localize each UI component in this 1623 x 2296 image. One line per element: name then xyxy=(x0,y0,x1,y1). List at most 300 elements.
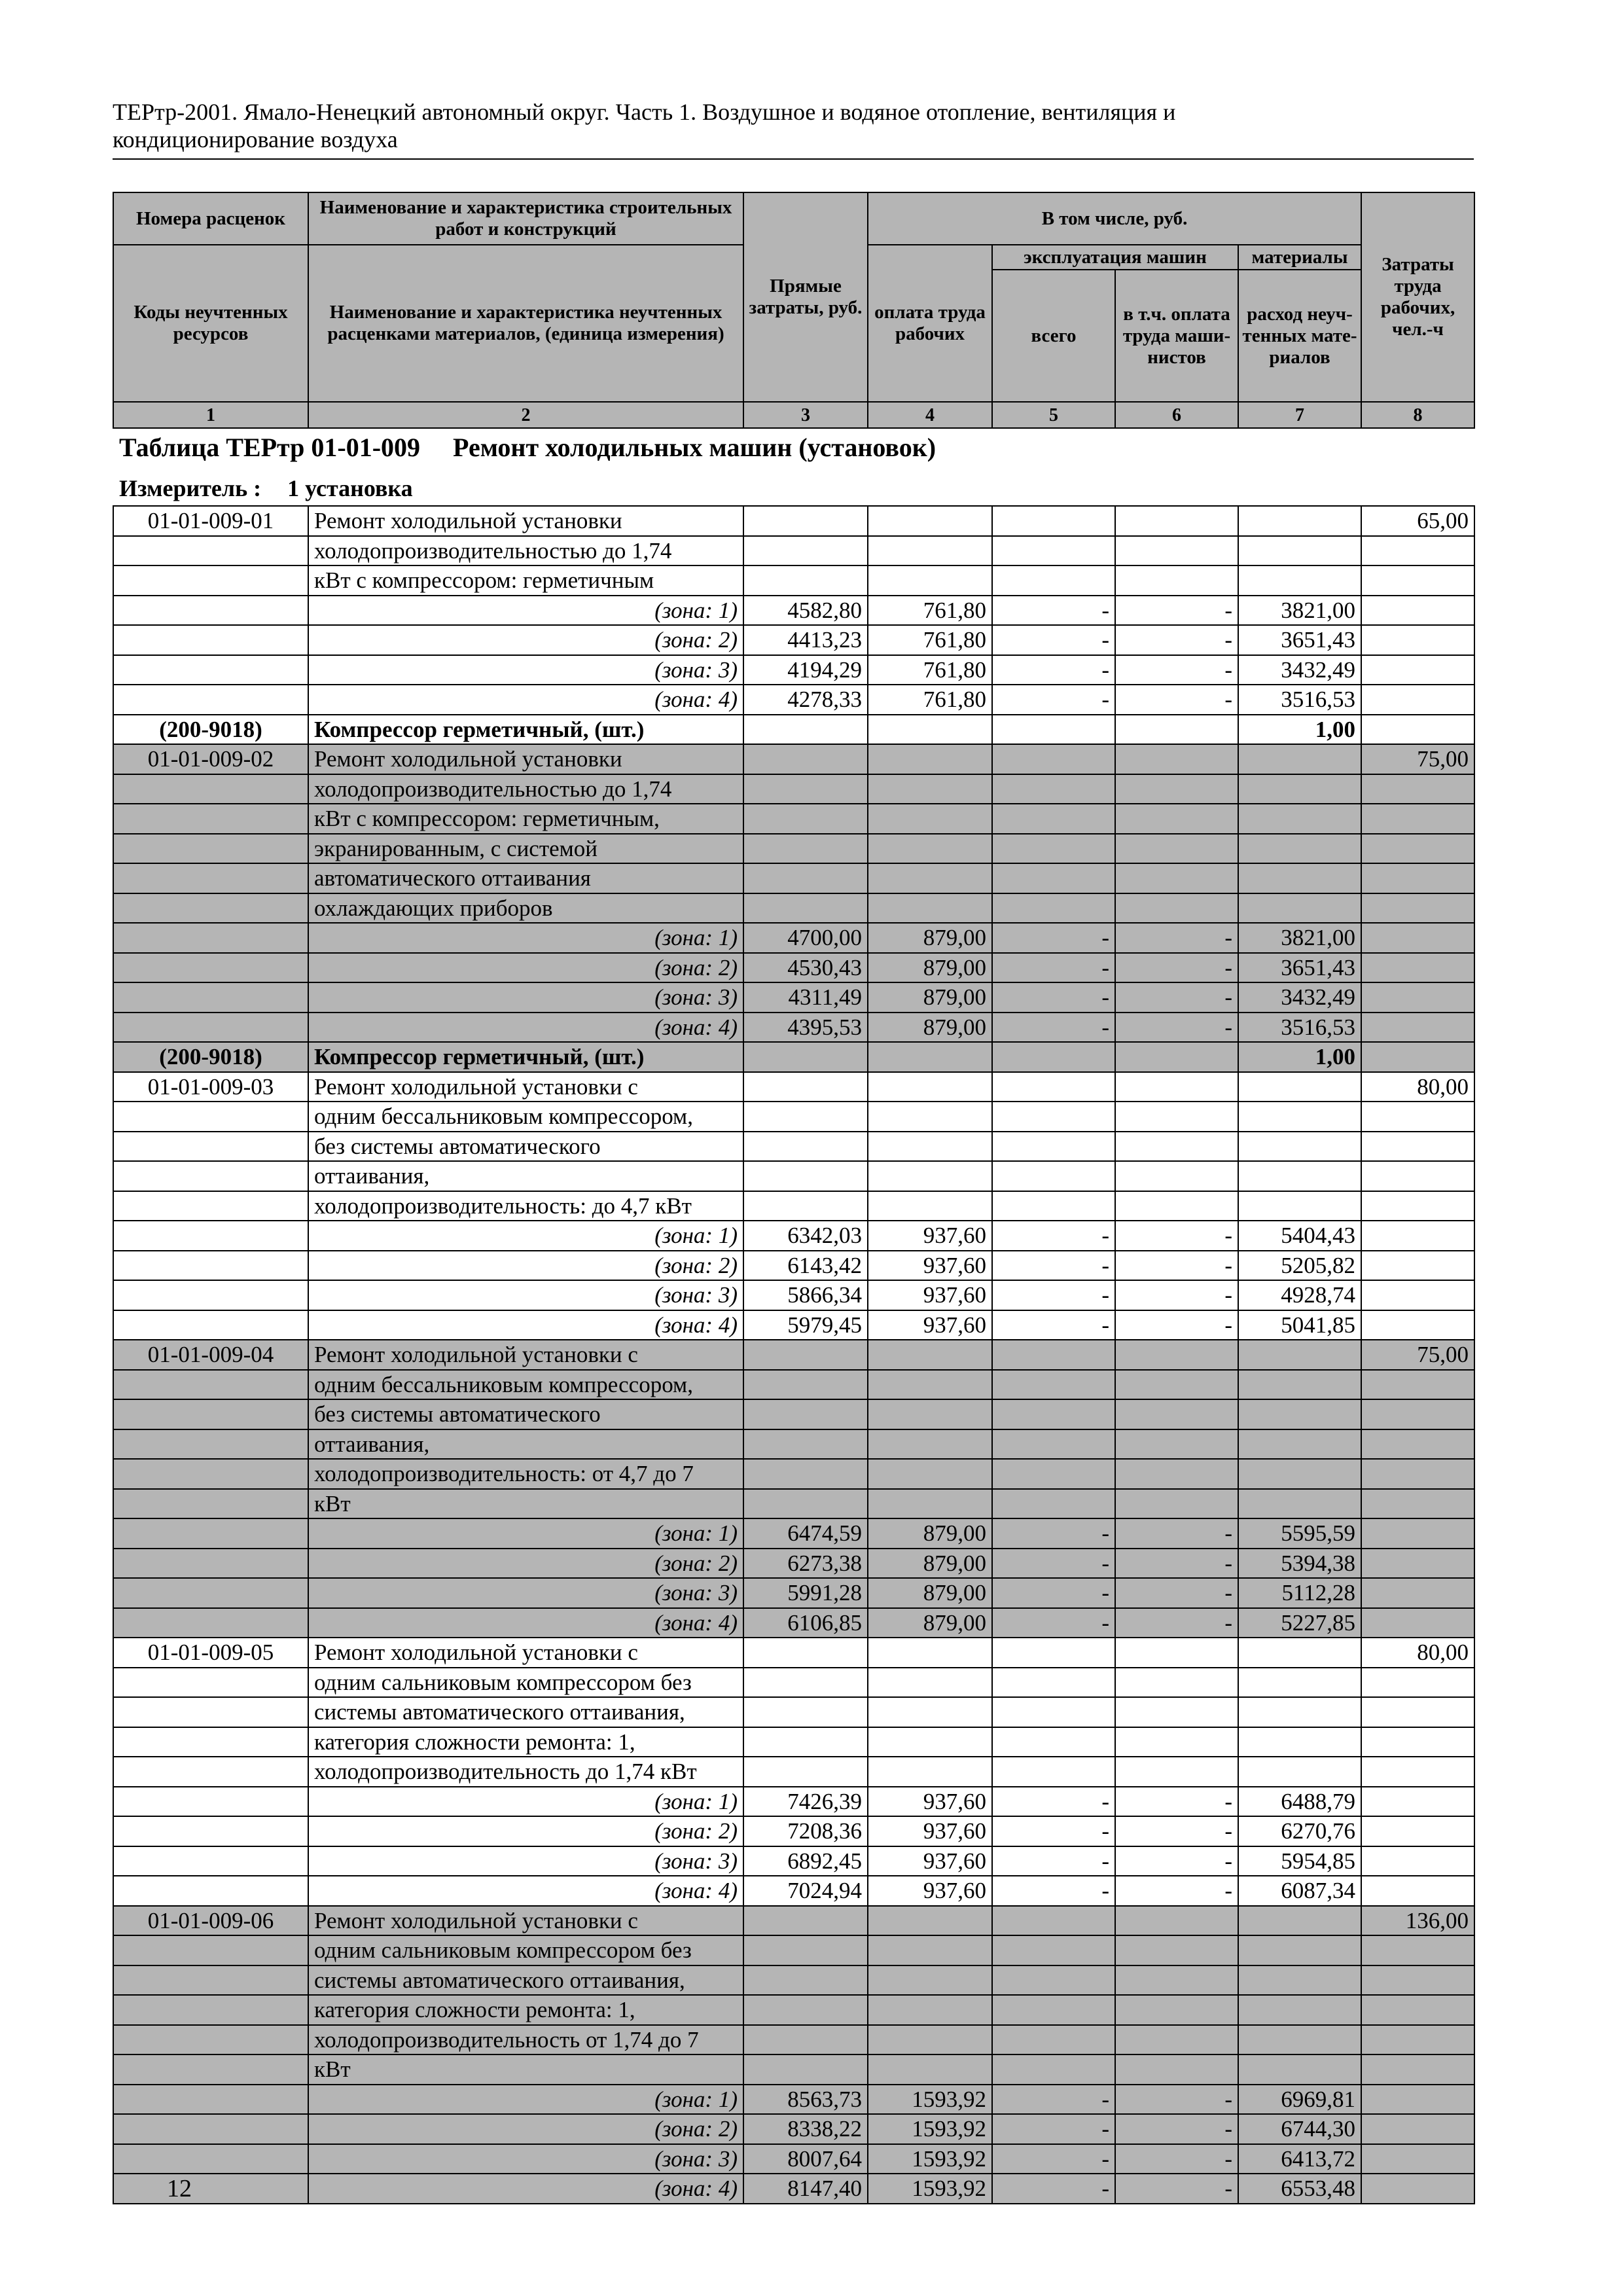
rate-description-line: кВт xyxy=(308,1489,743,1519)
empty-cell xyxy=(1238,893,1361,924)
rate-description-line: кВт с компрессором: герметичным, xyxy=(308,804,743,834)
empty-cell xyxy=(868,1757,992,1787)
empty-cell xyxy=(1115,1727,1238,1757)
zone-row xyxy=(113,1013,1474,1043)
empty-cell xyxy=(1361,685,1474,715)
resource-code: (200-9018) xyxy=(113,715,308,745)
empty-cell xyxy=(1361,1102,1474,1132)
empty-cell xyxy=(868,863,992,893)
empty-cell xyxy=(868,1399,992,1429)
zone-row xyxy=(113,1578,1474,1608)
empty-cell xyxy=(113,1697,308,1727)
labor-cost: 80,00 xyxy=(1361,1638,1474,1668)
direct-cost: 8563,73 xyxy=(743,2085,868,2115)
empty-cell xyxy=(868,1668,992,1698)
empty-cell xyxy=(1238,506,1361,536)
machinist-wages: - xyxy=(1115,1578,1238,1608)
zone-label: (зона: 3) xyxy=(308,2144,743,2174)
zone-row xyxy=(113,1280,1474,1310)
materials-cost: 3516,53 xyxy=(1238,685,1361,715)
empty-cell xyxy=(1361,625,1474,655)
materials-cost: 5205,82 xyxy=(1238,1251,1361,1281)
resource-code: (200-9018) xyxy=(113,1042,308,1072)
empty-cell xyxy=(1238,863,1361,893)
zone-label: (зона: 2) xyxy=(308,1549,743,1579)
empty-cell xyxy=(113,1161,308,1191)
rate-description-row xyxy=(113,1489,1474,1519)
empty-cell xyxy=(113,565,308,596)
machinist-wages: - xyxy=(1115,1310,1238,1340)
header-work-name: Наименование и характеристика строительных работ и конструкций xyxy=(308,192,743,245)
direct-cost: 4413,23 xyxy=(743,625,868,655)
rate-code: 01-01-009-04 xyxy=(113,1340,308,1370)
empty-cell xyxy=(1361,1191,1474,1221)
empty-cell xyxy=(743,1132,868,1162)
empty-cell xyxy=(113,536,308,566)
header-machine-operation: эксплуатация машин xyxy=(992,245,1238,270)
empty-cell xyxy=(1361,1787,1474,1817)
rate-description-row xyxy=(113,1072,1474,1102)
rate-description-line: системы автоматического оттаивания, xyxy=(308,1697,743,1727)
zone-row xyxy=(113,923,1474,953)
labor-cost: 80,00 xyxy=(1361,1072,1474,1102)
empty-cell xyxy=(868,1340,992,1370)
rate-description-line: холодопроизводительность: от 4,7 до 7 xyxy=(308,1459,743,1489)
materials-cost: 5227,85 xyxy=(1238,1608,1361,1638)
empty-cell xyxy=(743,1161,868,1191)
zone-label: (зона: 3) xyxy=(308,1578,743,1608)
empty-cell xyxy=(743,804,868,834)
rate-description-row xyxy=(113,1965,1474,1996)
empty-cell xyxy=(992,1935,1115,1965)
direct-cost: 8338,22 xyxy=(743,2114,868,2144)
empty-cell xyxy=(1361,1816,1474,1846)
direct-cost: 6106,85 xyxy=(743,1608,868,1638)
materials-cost: 3821,00 xyxy=(1238,596,1361,626)
zone-label: (зона: 3) xyxy=(308,1280,743,1310)
direct-cost: 7024,94 xyxy=(743,1876,868,1906)
header-materials: материалы xyxy=(1238,245,1361,270)
empty-cell xyxy=(1238,1489,1361,1519)
empty-cell xyxy=(1361,1608,1474,1638)
empty-cell xyxy=(1115,774,1238,804)
empty-cell xyxy=(1238,1161,1361,1191)
worker-wages: 761,80 xyxy=(868,596,992,626)
empty-cell xyxy=(1115,893,1238,924)
zone-label: (зона: 2) xyxy=(308,2114,743,2144)
machine-total: - xyxy=(992,1013,1115,1043)
empty-cell xyxy=(868,744,992,774)
empty-cell xyxy=(1115,1042,1238,1072)
rate-description-row xyxy=(113,565,1474,596)
rate-description-line: кВт с компрессором: герметичным xyxy=(308,565,743,596)
empty-cell xyxy=(113,1132,308,1162)
rate-description-row xyxy=(113,1995,1474,2025)
direct-cost: 4311,49 xyxy=(743,982,868,1013)
rate-description-line: Ремонт холодильной установки с xyxy=(308,1906,743,1936)
rate-description-row xyxy=(113,804,1474,834)
empty-cell xyxy=(1361,1370,1474,1400)
machinist-wages: - xyxy=(1115,1846,1238,1876)
empty-cell xyxy=(113,1876,308,1906)
empty-cell xyxy=(1361,1399,1474,1429)
worker-wages: 937,60 xyxy=(868,1251,992,1281)
machinist-wages: - xyxy=(1115,1816,1238,1846)
empty-cell xyxy=(1115,715,1238,745)
materials-cost: 4928,74 xyxy=(1238,1280,1361,1310)
zone-label: (зона: 4) xyxy=(308,1013,743,1043)
empty-cell xyxy=(1115,1697,1238,1727)
empty-cell xyxy=(1238,1340,1361,1370)
machinist-wages: - xyxy=(1115,982,1238,1013)
empty-cell xyxy=(113,1518,308,1549)
empty-cell xyxy=(113,1727,308,1757)
zone-row xyxy=(113,655,1474,685)
empty-cell xyxy=(113,596,308,626)
empty-cell xyxy=(1115,1399,1238,1429)
machinist-wages: - xyxy=(1115,2085,1238,2115)
machinist-wages: - xyxy=(1115,1876,1238,1906)
empty-cell xyxy=(1361,1518,1474,1549)
empty-cell xyxy=(992,1161,1115,1191)
empty-cell xyxy=(992,1965,1115,1996)
rate-description-line: одним сальниковым компрессором без xyxy=(308,1935,743,1965)
empty-cell xyxy=(743,506,868,536)
zone-label: (зона: 1) xyxy=(308,596,743,626)
empty-cell xyxy=(113,1370,308,1400)
header-labor: Затраты труда рабочих, чел.-ч xyxy=(1361,192,1474,402)
rate-description-row xyxy=(113,2054,1474,2085)
empty-cell xyxy=(1238,1965,1361,1996)
empty-cell xyxy=(1115,1935,1238,1965)
empty-cell xyxy=(1115,1638,1238,1668)
worker-wages: 879,00 xyxy=(868,1549,992,1579)
worker-wages: 761,80 xyxy=(868,685,992,715)
table-name: Ремонт холодильных машин (установок) xyxy=(453,433,936,462)
empty-cell xyxy=(1361,2174,1474,2204)
zone-row xyxy=(113,1549,1474,1579)
machinist-wages: - xyxy=(1115,1549,1238,1579)
empty-cell xyxy=(992,2025,1115,2055)
zone-row xyxy=(113,2144,1474,2174)
empty-cell xyxy=(1361,1221,1474,1251)
empty-cell xyxy=(1238,536,1361,566)
column-number: 2 xyxy=(308,402,743,428)
zone-label: (зона: 4) xyxy=(308,1876,743,1906)
zone-label: (зона: 1) xyxy=(308,923,743,953)
machinist-wages: - xyxy=(1115,625,1238,655)
zone-row xyxy=(113,1846,1474,1876)
column-number: 3 xyxy=(743,402,868,428)
machinist-wages: - xyxy=(1115,1280,1238,1310)
empty-cell xyxy=(113,1578,308,1608)
rate-description-line: оттаивания, xyxy=(308,1161,743,1191)
materials-cost: 3821,00 xyxy=(1238,923,1361,953)
empty-cell xyxy=(992,1697,1115,1727)
empty-cell xyxy=(743,1399,868,1429)
machinist-wages: - xyxy=(1115,685,1238,715)
empty-cell xyxy=(113,1935,308,1965)
empty-cell xyxy=(868,506,992,536)
empty-cell xyxy=(868,1429,992,1460)
empty-cell xyxy=(868,1697,992,1727)
empty-cell xyxy=(1361,1757,1474,1787)
labor-cost: 65,00 xyxy=(1361,506,1474,536)
rate-description-line: одним сальниковым компрессором без xyxy=(308,1668,743,1698)
empty-cell xyxy=(992,1727,1115,1757)
machine-total: - xyxy=(992,625,1115,655)
rate-description-line: автоматического оттаивания xyxy=(308,863,743,893)
rate-description-line: Ремонт холодильной установки xyxy=(308,744,743,774)
direct-cost: 6273,38 xyxy=(743,1549,868,1579)
empty-cell xyxy=(743,1191,868,1221)
empty-cell xyxy=(113,2054,308,2085)
resource-row xyxy=(113,1042,1474,1072)
materials-cost: 6969,81 xyxy=(1238,2085,1361,2115)
machine-total: - xyxy=(992,1816,1115,1846)
rate-description-line: холодопроизводительностью до 1,74 xyxy=(308,536,743,566)
empty-cell xyxy=(1361,1727,1474,1757)
empty-cell xyxy=(1361,2054,1474,2085)
machine-total: - xyxy=(992,1846,1115,1876)
zone-label: (зона: 1) xyxy=(308,2085,743,2115)
zone-label: (зона: 3) xyxy=(308,655,743,685)
machine-total: - xyxy=(992,1578,1115,1608)
empty-cell xyxy=(743,1102,868,1132)
materials-cost: 6413,72 xyxy=(1238,2144,1361,2174)
zone-row xyxy=(113,2114,1474,2144)
empty-cell xyxy=(1238,1191,1361,1221)
materials-cost: 6087,34 xyxy=(1238,1876,1361,1906)
empty-cell xyxy=(868,774,992,804)
empty-cell xyxy=(868,1161,992,1191)
direct-cost: 6342,03 xyxy=(743,1221,868,1251)
machinist-wages: - xyxy=(1115,1251,1238,1281)
empty-cell xyxy=(113,1965,308,1996)
empty-cell xyxy=(743,1697,868,1727)
worker-wages: 879,00 xyxy=(868,1013,992,1043)
empty-cell xyxy=(1238,1459,1361,1489)
resource-quantity: 1,00 xyxy=(1238,1042,1361,1072)
rate-description-row xyxy=(113,1161,1474,1191)
header-wages: оплата труда рабочих xyxy=(868,245,992,402)
empty-cell xyxy=(1238,1935,1361,1965)
direct-cost: 4530,43 xyxy=(743,953,868,983)
empty-cell xyxy=(868,1459,992,1489)
empty-cell xyxy=(1361,2025,1474,2055)
zone-row xyxy=(113,596,1474,626)
rate-description-row xyxy=(113,774,1474,804)
empty-cell xyxy=(1115,834,1238,864)
machine-total: - xyxy=(992,1787,1115,1817)
empty-cell xyxy=(992,1072,1115,1102)
table-title xyxy=(119,432,936,463)
zone-row xyxy=(113,1310,1474,1340)
empty-cell xyxy=(113,685,308,715)
zone-label: (зона: 3) xyxy=(308,982,743,1013)
empty-cell xyxy=(743,536,868,566)
empty-cell xyxy=(743,1370,868,1400)
empty-cell xyxy=(113,1489,308,1519)
rate-description-line: одним бессальниковым компрессором, xyxy=(308,1102,743,1132)
empty-cell xyxy=(1115,863,1238,893)
empty-cell xyxy=(113,1429,308,1460)
empty-cell xyxy=(992,715,1115,745)
zone-row xyxy=(113,1221,1474,1251)
rate-description-row xyxy=(113,1132,1474,1162)
empty-cell xyxy=(1115,2025,1238,2055)
empty-cell xyxy=(1238,1370,1361,1400)
machinist-wages: - xyxy=(1115,2174,1238,2204)
empty-cell xyxy=(113,1608,308,1638)
empty-cell xyxy=(992,1042,1115,1072)
machine-total: - xyxy=(992,596,1115,626)
zone-row xyxy=(113,625,1474,655)
empty-cell xyxy=(113,893,308,924)
machinist-wages: - xyxy=(1115,596,1238,626)
running-head-line-1: ТЕРтр-2001. Ямало-Ненецкий автономный округ. Часть 1. Воздушное и водяное отопление, вентиляция и xyxy=(113,99,1176,125)
machinist-wages: - xyxy=(1115,953,1238,983)
materials-cost: 6270,76 xyxy=(1238,1816,1361,1846)
header-machine-wages: в т.ч. оплата труда маши-нистов xyxy=(1115,270,1238,402)
direct-cost: 6892,45 xyxy=(743,1846,868,1876)
zone-label: (зона: 2) xyxy=(308,625,743,655)
empty-cell xyxy=(1115,1965,1238,1996)
empty-cell xyxy=(1238,1757,1361,1787)
machine-total: - xyxy=(992,2174,1115,2204)
worker-wages: 761,80 xyxy=(868,625,992,655)
rate-description-line: без системы автоматического xyxy=(308,1132,743,1162)
zone-label: (зона: 4) xyxy=(308,2174,743,2204)
machine-total: - xyxy=(992,1310,1115,1340)
empty-cell xyxy=(1238,1072,1361,1102)
empty-cell xyxy=(743,744,868,774)
empty-cell xyxy=(868,715,992,745)
rate-description-line: экранированным, с системой xyxy=(308,834,743,864)
rate-description-row xyxy=(113,506,1474,536)
direct-cost: 4700,00 xyxy=(743,923,868,953)
empty-cell xyxy=(1361,1846,1474,1876)
empty-cell xyxy=(1361,1965,1474,1996)
empty-cell xyxy=(113,1280,308,1310)
rate-item xyxy=(113,1072,1474,1340)
empty-cell xyxy=(113,1846,308,1876)
empty-cell xyxy=(1361,1429,1474,1460)
running-head-rule xyxy=(113,158,1474,160)
empty-cell xyxy=(1115,506,1238,536)
column-number: 7 xyxy=(1238,402,1361,428)
rate-description-line: категория сложности ремонта: 1, xyxy=(308,1995,743,2025)
machinist-wages: - xyxy=(1115,923,1238,953)
direct-cost: 4194,29 xyxy=(743,655,868,685)
empty-cell xyxy=(743,1340,868,1370)
empty-cell xyxy=(1361,923,1474,953)
labor-cost: 136,00 xyxy=(1361,1906,1474,1936)
empty-cell xyxy=(992,1399,1115,1429)
empty-cell xyxy=(113,1221,308,1251)
zone-row xyxy=(113,1518,1474,1549)
empty-cell xyxy=(868,1102,992,1132)
empty-cell xyxy=(113,625,308,655)
empty-cell xyxy=(743,863,868,893)
empty-cell xyxy=(1238,1132,1361,1162)
empty-cell xyxy=(1361,2085,1474,2115)
empty-cell xyxy=(992,804,1115,834)
empty-cell xyxy=(113,1459,308,1489)
empty-cell xyxy=(1361,1310,1474,1340)
worker-wages: 1593,92 xyxy=(868,2114,992,2144)
resource-quantity: 1,00 xyxy=(1238,715,1361,745)
empty-cell xyxy=(113,1757,308,1787)
empty-cell xyxy=(992,1132,1115,1162)
empty-cell xyxy=(1361,715,1474,745)
empty-cell xyxy=(1115,1906,1238,1936)
rate-description-line: Ремонт холодильной установки с xyxy=(308,1340,743,1370)
column-number: 4 xyxy=(868,402,992,428)
worker-wages: 879,00 xyxy=(868,923,992,953)
empty-cell xyxy=(743,774,868,804)
empty-cell xyxy=(113,982,308,1013)
direct-cost: 7426,39 xyxy=(743,1787,868,1817)
empty-cell xyxy=(1115,1459,1238,1489)
worker-wages: 879,00 xyxy=(868,953,992,983)
rate-description-row xyxy=(113,1340,1474,1370)
empty-cell xyxy=(1115,1489,1238,1519)
empty-cell xyxy=(992,1757,1115,1787)
empty-cell xyxy=(868,565,992,596)
zone-row xyxy=(113,2085,1474,2115)
rate-description-row xyxy=(113,536,1474,566)
machine-total: - xyxy=(992,982,1115,1013)
empty-cell xyxy=(113,2174,308,2204)
worker-wages: 1593,92 xyxy=(868,2144,992,2174)
rate-code: 01-01-009-06 xyxy=(113,1906,308,1936)
empty-cell xyxy=(1238,1697,1361,1727)
empty-cell xyxy=(743,1489,868,1519)
direct-cost: 8147,40 xyxy=(743,2174,868,2204)
empty-cell xyxy=(992,834,1115,864)
rate-item xyxy=(113,1638,1474,1906)
rate-description-row xyxy=(113,1697,1474,1727)
empty-cell xyxy=(1115,565,1238,596)
rate-item xyxy=(113,1340,1474,1638)
machine-total: - xyxy=(992,953,1115,983)
empty-cell xyxy=(868,1042,992,1072)
worker-wages: 879,00 xyxy=(868,1578,992,1608)
rate-description-line: одним бессальниковым компрессором, xyxy=(308,1370,743,1400)
rate-description-line: холодопроизводительность: до 4,7 кВт xyxy=(308,1191,743,1221)
machinist-wages: - xyxy=(1115,1013,1238,1043)
empty-cell xyxy=(868,1727,992,1757)
rate-description-row xyxy=(113,1102,1474,1132)
empty-cell xyxy=(992,1370,1115,1400)
empty-cell xyxy=(743,2025,868,2055)
empty-cell xyxy=(113,1251,308,1281)
zone-row xyxy=(113,1816,1474,1846)
rate-description-row xyxy=(113,1727,1474,1757)
machinist-wages: - xyxy=(1115,1221,1238,1251)
empty-cell xyxy=(1238,1906,1361,1936)
rate-description-row xyxy=(113,1191,1474,1221)
empty-cell xyxy=(1361,1489,1474,1519)
empty-cell xyxy=(113,2085,308,2115)
empty-cell xyxy=(1238,2025,1361,2055)
empty-cell xyxy=(1115,1340,1238,1370)
worker-wages: 1593,92 xyxy=(868,2174,992,2204)
empty-cell xyxy=(992,506,1115,536)
empty-cell xyxy=(868,1906,992,1936)
empty-cell xyxy=(113,2025,308,2055)
